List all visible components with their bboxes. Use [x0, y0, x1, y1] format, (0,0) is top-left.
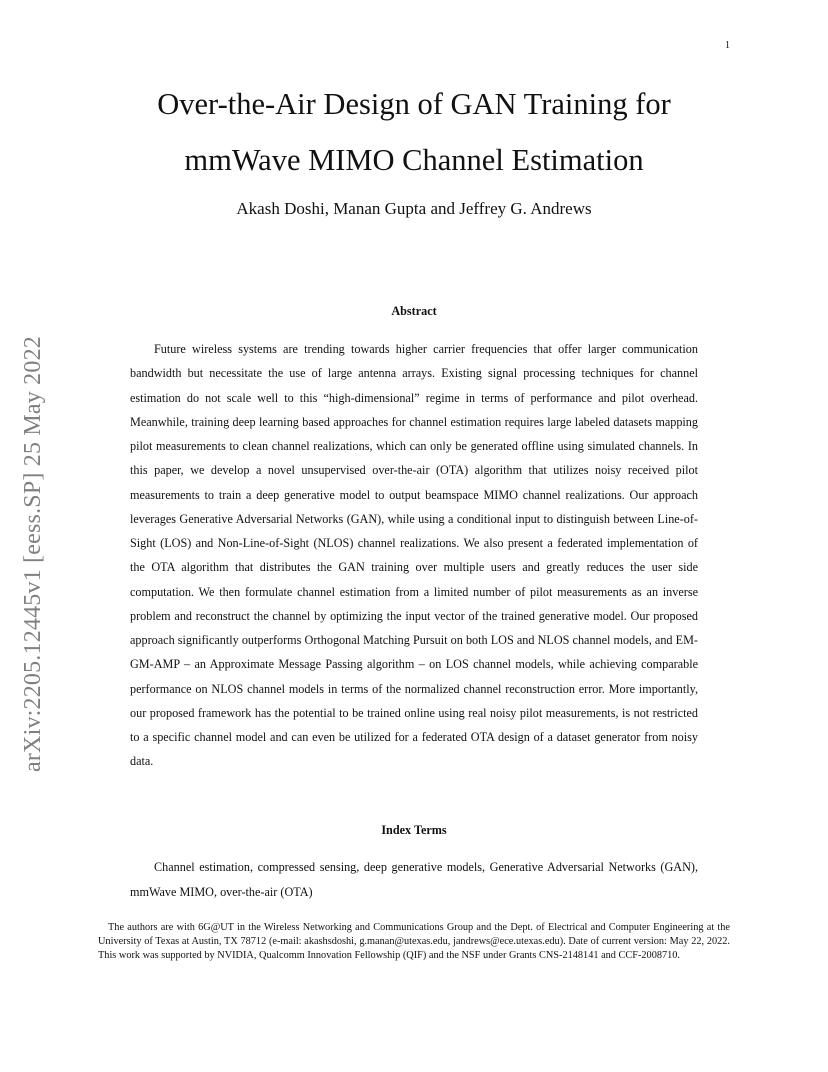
arxiv-identifier-stamp: arXiv:2205.12445v1 [eess.SP] 25 May 2022 [20, 336, 46, 772]
author-list: Akash Doshi, Manan Gupta and Jeffrey G. Andrews [236, 199, 592, 218]
abstract-text: Future wireless systems are trending towards higher carrier frequencies that offer larger communication bandwidth but necessitate the use of large antenna arrays. Existing signal processing techniques for channel estimation do not scale well to this “high-dimensional” regime in terms of performance and pilot overhead. Meanwhile, training deep learning based approaches for channel estimation requires large labeled datasets mapping pilot measurements to clean channel realizations, which can only be generated offline using simulated channels. In this paper, we develop a novel unsupervised over-the-air (OTA) algorithm that utilizes noisy received pilot measurements to train a deep generative model to output beamspace MIMO channel realizations. Our approach leverages Generative Adversarial Networks (GAN), while using a conditional input to distinguish between Line-of-Sight (LOS) and Non-Line-of-Sight (NLOS) channel realizations. We also present a federated implementation of the OTA algorithm that distributes the GAN training over multiple users and greatly reduces the user side computation. We then formulate channel estimation from a limited number of pilot measurements as an inverse problem and reconstruct the channel by optimizing the input vector of the trained generative model. Our proposed approach significantly outperforms Orthogonal Matching Pursuit on both LOS and NLOS channel models, and EM-GM-AMP – an Approximate Message Passing algorithm – on LOS channel models, while achieving comparable performance on NLOS channel models in terms of the normalized channel reconstruction error. More importantly, our proposed framework has the potential to be trained online using real noisy pilot measurements, is not restricted to a specific channel model and can even be utilized for a federated OTA design of a dataset generator from noisy data. [130, 342, 698, 769]
paper-title-line-1: Over-the-Air Design of GAN Training for [157, 87, 671, 121]
abstract-heading: Abstract [391, 304, 437, 318]
paper-title-line-2: mmWave MIMO Channel Estimation [184, 143, 644, 177]
paper-title [100, 76, 728, 188]
author-affiliation-footnote: The authors are with 6G@UT in the Wireless Networking and Communications Group and the Dept. of Electrical and Computer Engineering at the University of Texas at Austin, TX 78712 (e-mail: akashsdoshi, g.manan@utexas.edu, jandrews@ece.utexas.edu). Date of current version: May 22, 2022. This work was supported by NVIDIA, Qualcomm Innovation Fellowship (QIF) and the NSF under Grants CNS-2148141 and CCF-2008710. [98, 922, 730, 961]
page-number: 1 [725, 40, 730, 51]
index-terms-text: Channel estimation, compressed sensing, deep generative models, Generative Adversarial Networks (GAN), mmWave MIMO, over-the-air (OTA) [130, 860, 698, 899]
index-terms-heading: Index Terms [381, 823, 447, 837]
